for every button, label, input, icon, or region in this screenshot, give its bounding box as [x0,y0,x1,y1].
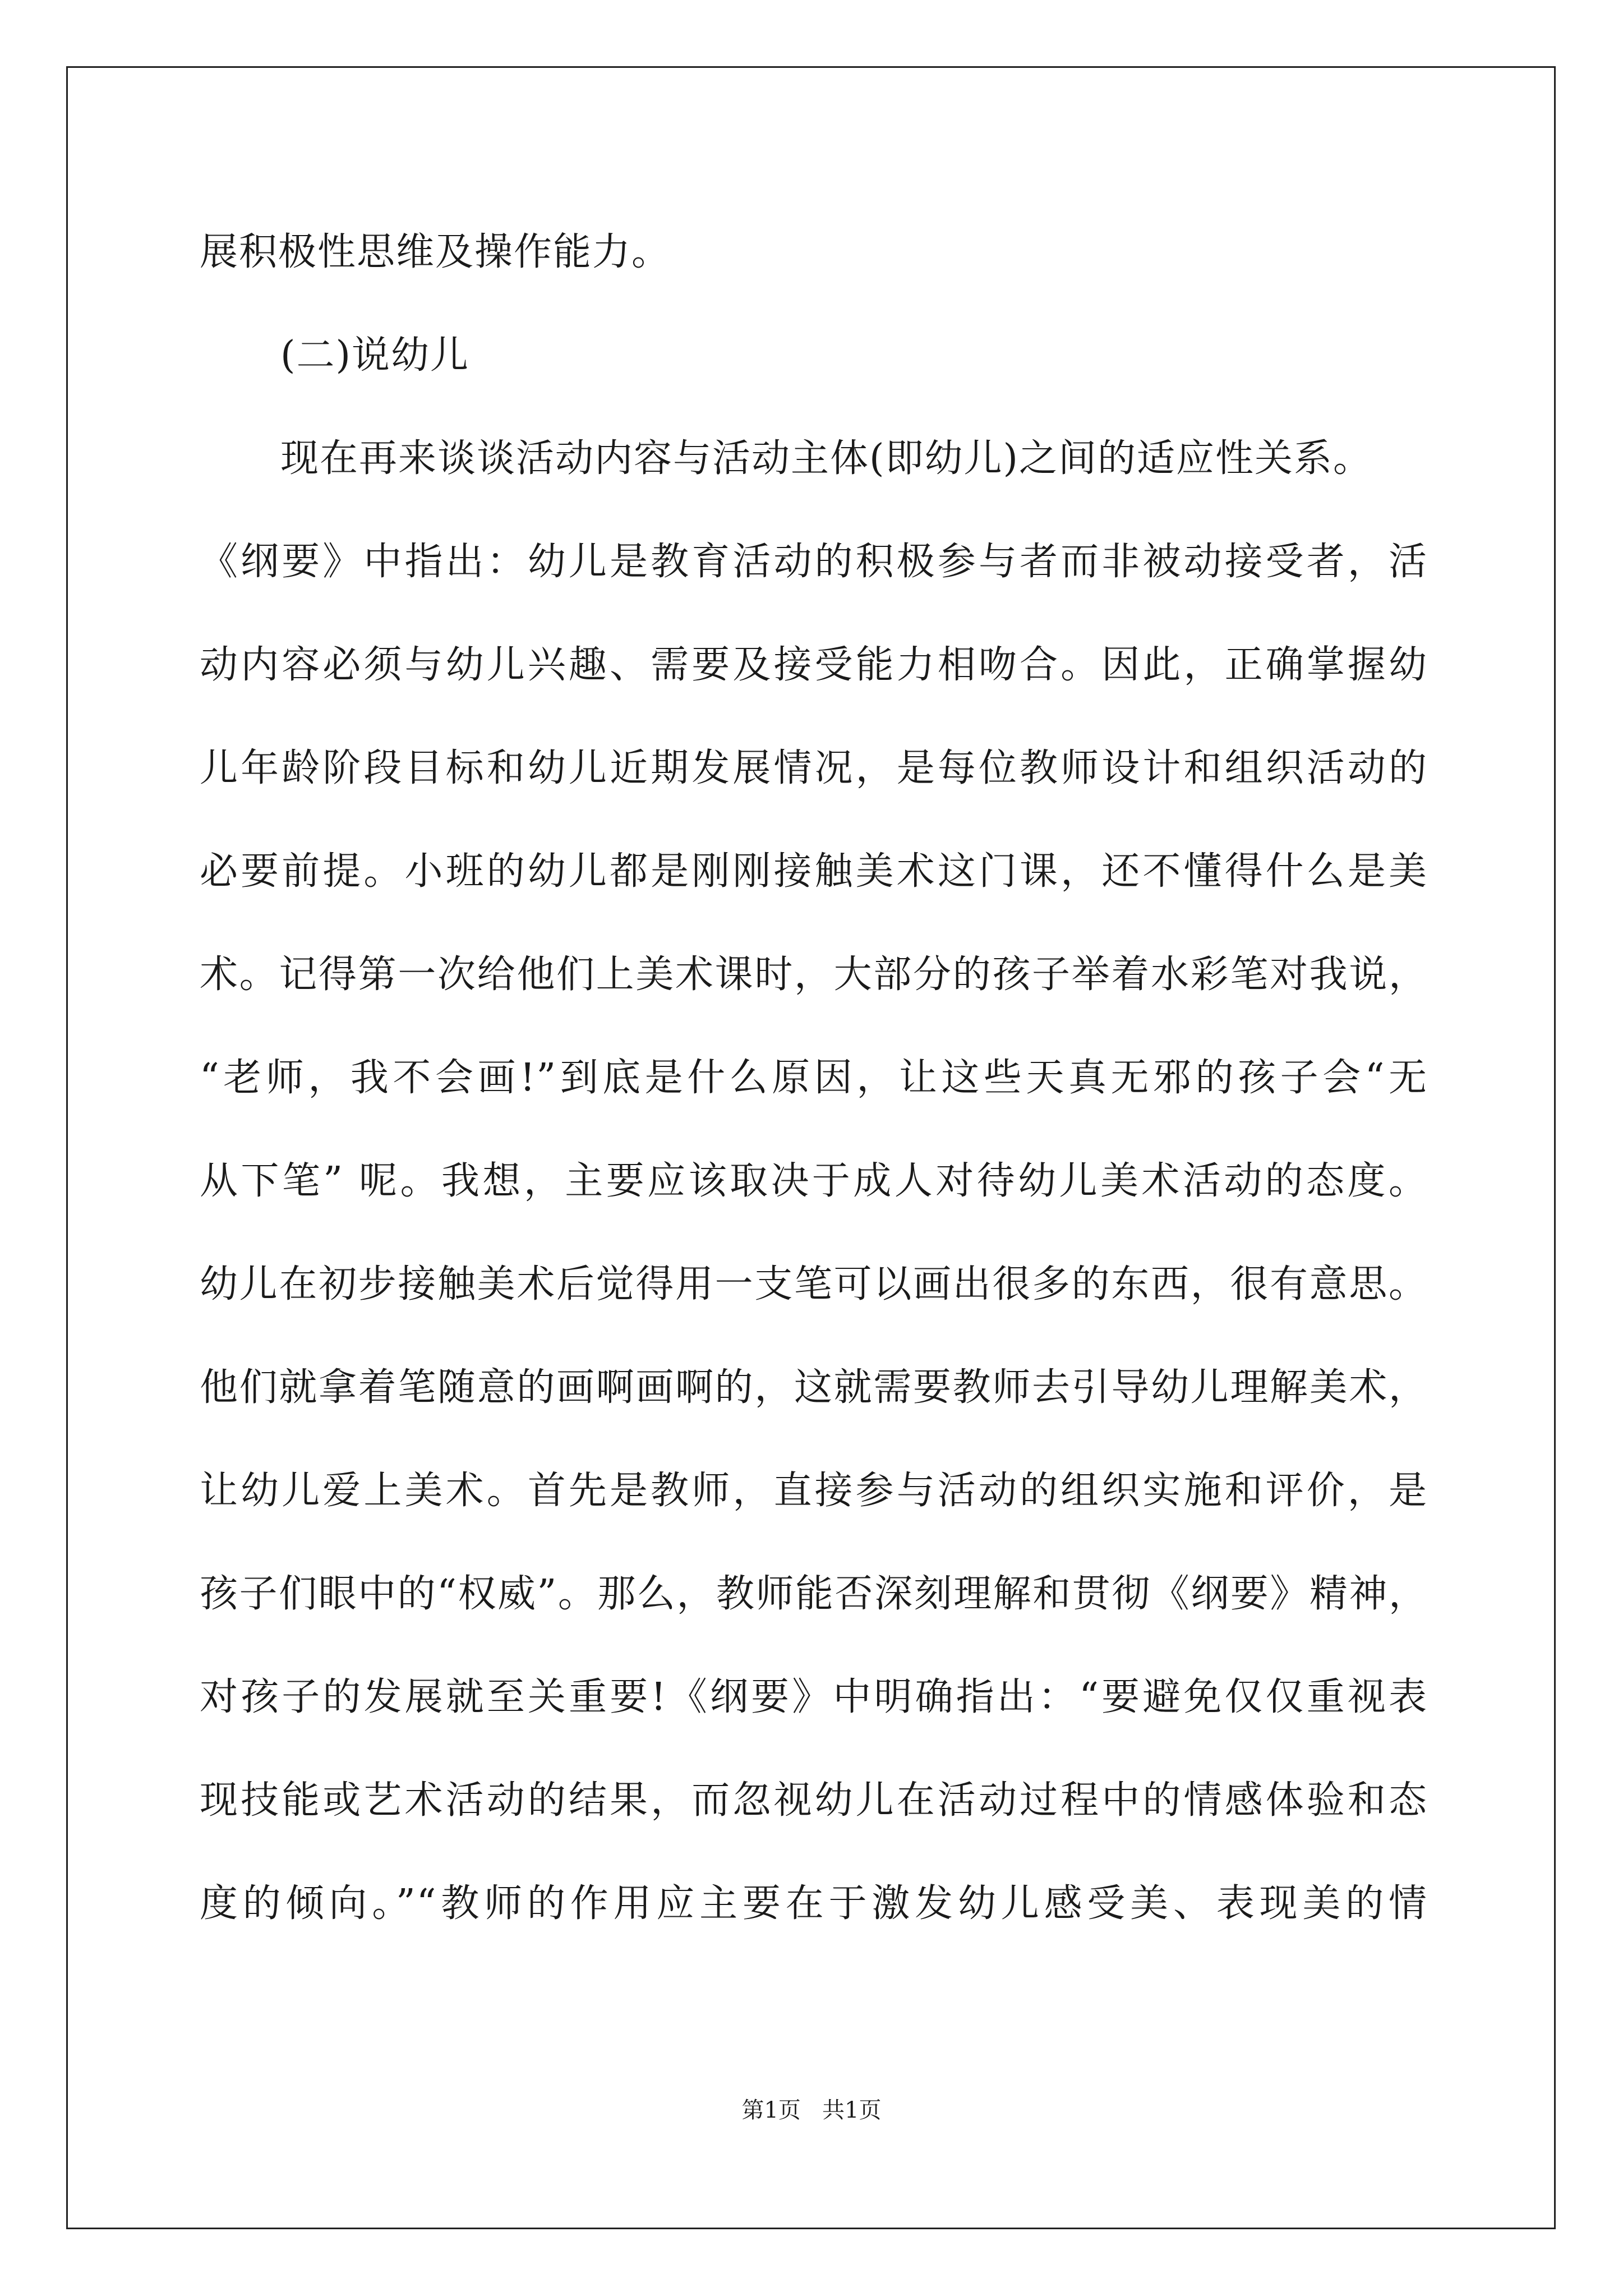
paragraph-line: 儿年龄阶段目标和幼儿近期发展情况，是每位教师设计和组织活动的 [200,746,1428,790]
document-body [200,201,1428,1955]
paragraph-line: 让幼儿爱上美术。首先是教师，直接参与活动的组织实施和评价，是 [200,1469,1428,1513]
page-number-footer: 第1页 共1页 [741,2097,882,2123]
paragraph-line: 从下笔” 呢。我想，主要应该取决于成人对待幼儿美术活动的态度。 [200,1159,1428,1203]
paragraph-line: 幼儿在初步接触美术后觉得用一支笔可以画出很多的东西，很有意思。 [200,1262,1428,1306]
section-heading: (二)说幼儿 [280,333,470,378]
paragraph-line: 必要前提。小班的幼儿都是刚刚接触美术这门课，还不懂得什么是美 [200,849,1428,894]
paragraph-line: 现在再来谈谈活动内容与活动主体(即幼儿)之间的适应性关系。 [280,436,1373,481]
paragraph-line: 展积极性思维及操作能力。 [200,230,671,274]
paragraph-line: 术。记得第一次给他们上美术课时，大部分的孩子举着水彩笔对我说， [200,953,1428,997]
paragraph-line: 动内容必须与幼儿兴趣、需要及接受能力相吻合。因此，正确掌握幼 [200,643,1428,687]
paragraph-line: 度的倾向。”“教师的作用应主要在于激发幼儿感受美、表现美的情 [200,1881,1428,1926]
paragraph-line: “老师，我不会画!”到底是什么原因，让这些天真无邪的孩子会“无 [200,1056,1428,1100]
paragraph-line: 《纲要》中指出：幼儿是教育活动的积极参与者而非被动接受者，活 [200,540,1428,584]
paragraph-line: 他们就拿着笔随意的画啊画啊的，这就需要教师去引导幼儿理解美术， [200,1365,1428,1410]
paragraph-line: 孩子们眼中的“权威”。那么，教师能否深刻理解和贯彻《纲要》精神， [200,1572,1428,1616]
paragraph-line: 现技能或艺术活动的结果，而忽视幼儿在活动过程中的情感体验和态 [200,1778,1428,1823]
paragraph-line: 对孩子的发展就至关重要!《纲要》中明确指出：“要避免仅仅重视表 [200,1675,1428,1719]
